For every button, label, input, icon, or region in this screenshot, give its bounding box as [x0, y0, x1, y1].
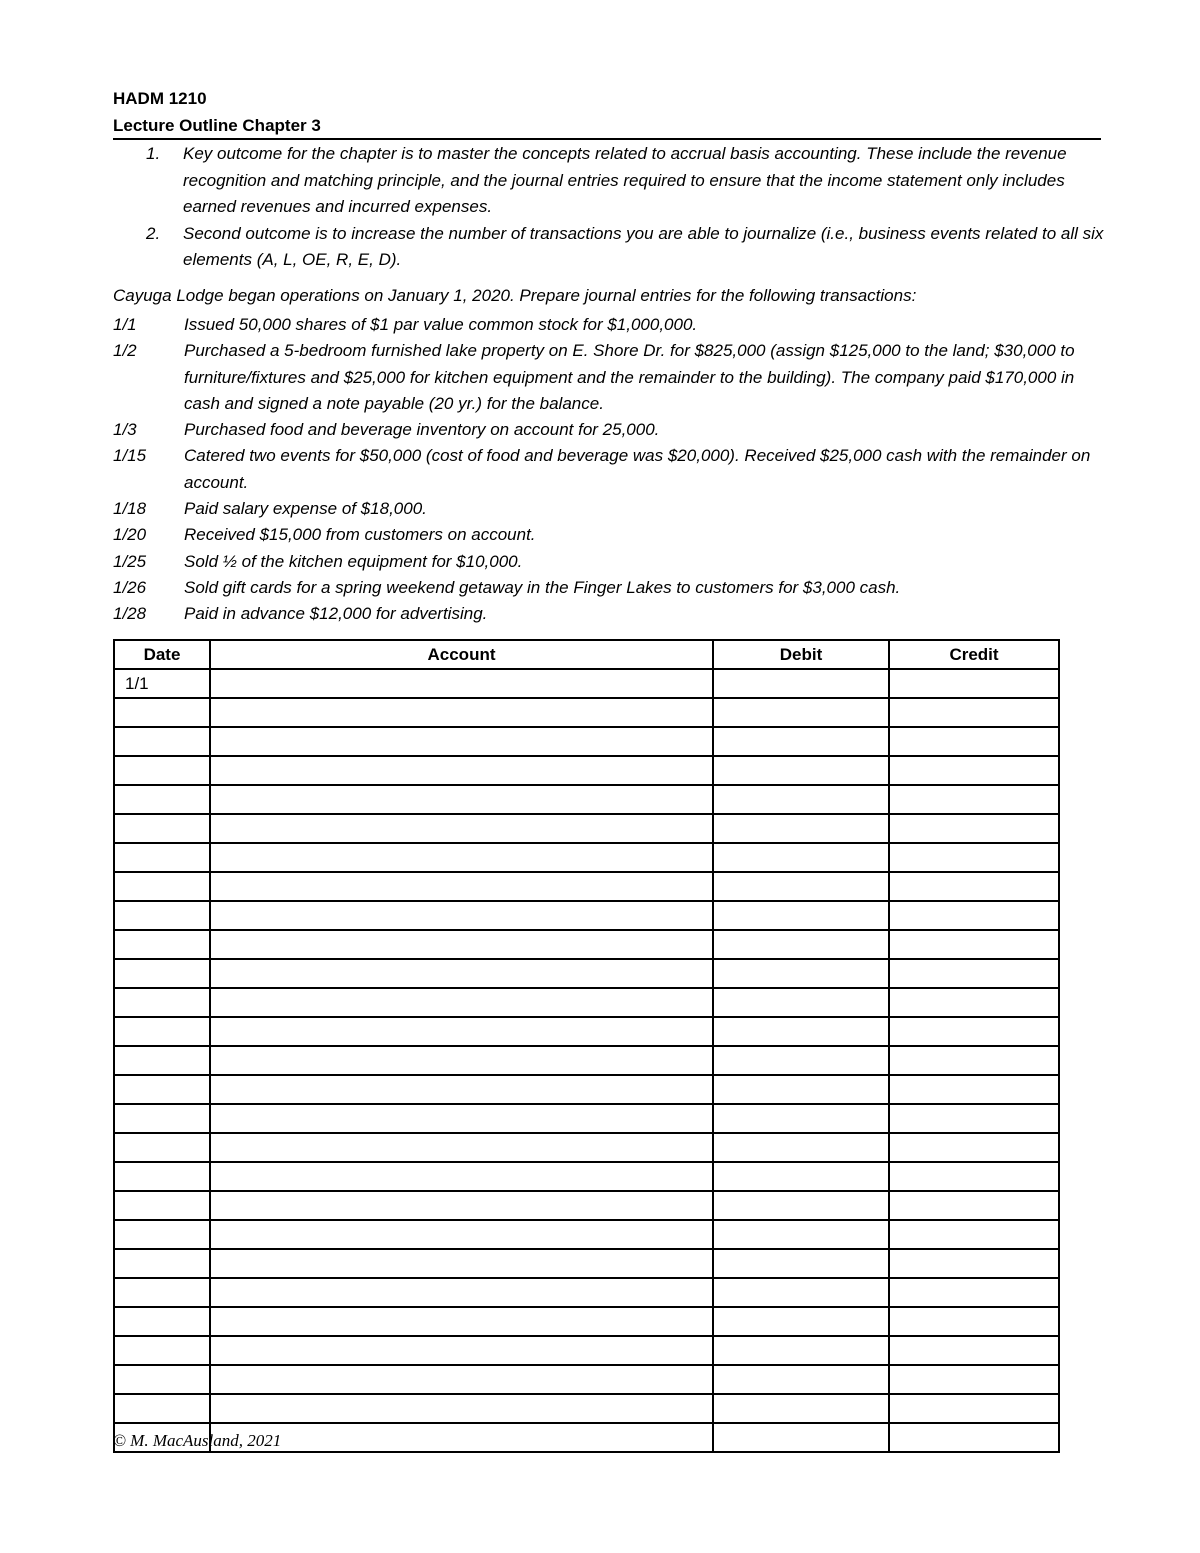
problem-intro: Cayuga Lodge began operations on January 1, 2020. Prepare journal entries for the following transactions:	[113, 286, 917, 305]
credit-cell[interactable]	[889, 1133, 1059, 1162]
account-cell[interactable]	[210, 1046, 713, 1075]
journal-row	[114, 756, 1059, 785]
account-cell[interactable]	[210, 1423, 713, 1452]
outcome-item	[140, 221, 1105, 274]
credit-cell[interactable]	[889, 1249, 1059, 1278]
transaction-text: Sold ½ of the kitchen equipment for $10,000.	[184, 551, 523, 571]
credit-cell[interactable]	[889, 1104, 1059, 1133]
debit-cell[interactable]	[713, 1336, 889, 1365]
transaction-item	[113, 338, 1103, 417]
credit-cell[interactable]	[889, 1162, 1059, 1191]
credit-cell[interactable]	[889, 756, 1059, 785]
credit-cell[interactable]	[889, 1365, 1059, 1394]
date-cell[interactable]	[114, 1278, 210, 1307]
course-code: HADM 1210	[113, 89, 207, 108]
debit-cell[interactable]	[713, 785, 889, 814]
date-cell[interactable]	[114, 959, 210, 988]
account-cell[interactable]	[210, 1220, 713, 1249]
journal-row	[114, 1191, 1059, 1220]
transaction-text: Issued 50,000 shares of $1 par value common stock for $1,000,000.	[184, 315, 698, 334]
date-cell[interactable]	[114, 1307, 210, 1336]
debit-cell[interactable]	[713, 988, 889, 1017]
account-cell[interactable]	[210, 727, 713, 756]
date-cell[interactable]	[114, 1162, 210, 1191]
account-cell[interactable]	[210, 1133, 713, 1162]
transaction-date: 1/25	[113, 551, 147, 571]
transaction-item	[113, 522, 1103, 548]
debit-cell[interactable]	[713, 959, 889, 988]
debit-cell[interactable]	[713, 1394, 889, 1423]
journal-row	[114, 901, 1059, 930]
debit-cell[interactable]	[713, 843, 889, 872]
account-cell[interactable]	[210, 698, 713, 727]
debit-cell[interactable]	[713, 669, 889, 698]
debit-cell[interactable]	[713, 901, 889, 930]
debit-cell[interactable]	[713, 1104, 889, 1133]
journal-row	[114, 1365, 1059, 1394]
date-cell[interactable]	[114, 872, 210, 901]
transaction-date: 1/15	[113, 446, 147, 466]
transaction-item	[113, 549, 1103, 575]
account-cell[interactable]	[210, 1365, 713, 1394]
debit-cell[interactable]	[713, 872, 889, 901]
transaction-item	[113, 417, 1103, 443]
journal-row	[114, 1249, 1059, 1278]
credit-cell[interactable]	[889, 727, 1059, 756]
credit-cell[interactable]	[889, 698, 1059, 727]
journal-row	[114, 1104, 1059, 1133]
journal-header-row	[114, 640, 1059, 669]
debit-cell[interactable]	[713, 814, 889, 843]
transaction-text: Purchased food and beverage inventory on account for 25,000.	[184, 420, 660, 440]
transaction-date: 1/2	[113, 341, 137, 361]
transaction-date: 1/20	[113, 525, 147, 545]
journal-row	[114, 1075, 1059, 1104]
debit-cell[interactable]	[713, 930, 889, 959]
transactions-list	[113, 312, 1103, 628]
journal-row	[114, 1133, 1059, 1162]
journal-body	[114, 669, 1059, 1452]
credit-cell[interactable]	[889, 814, 1059, 843]
debit-cell[interactable]	[713, 1133, 889, 1162]
date-cell[interactable]	[114, 727, 210, 756]
journal-row	[114, 1162, 1059, 1191]
account-cell[interactable]	[210, 1278, 713, 1307]
debit-cell[interactable]	[713, 1365, 889, 1394]
journal-row	[114, 1394, 1059, 1423]
journal-row	[114, 1278, 1059, 1307]
date-cell[interactable]	[114, 1104, 210, 1133]
journal-row	[114, 872, 1059, 901]
date-cell[interactable]	[114, 843, 210, 872]
transaction-date: 1/28	[113, 604, 147, 624]
journal-row	[114, 959, 1059, 988]
journal-row	[114, 1336, 1059, 1365]
date-cell[interactable]	[114, 1075, 210, 1104]
journal-row	[114, 669, 1059, 698]
date-cell[interactable]	[114, 1394, 210, 1423]
transaction-item	[113, 575, 1103, 601]
credit-cell[interactable]	[889, 1307, 1059, 1336]
credit-cell[interactable]	[889, 1278, 1059, 1307]
date-cell[interactable]	[114, 1336, 210, 1365]
journal-row	[114, 988, 1059, 1017]
account-cell[interactable]	[210, 669, 713, 698]
account-cell[interactable]	[210, 785, 713, 814]
account-cell[interactable]	[210, 1307, 713, 1336]
account-cell[interactable]	[210, 756, 713, 785]
credit-cell[interactable]	[889, 1220, 1059, 1249]
debit-cell[interactable]	[713, 727, 889, 756]
credit-cell[interactable]	[889, 1017, 1059, 1046]
journal-row	[114, 1017, 1059, 1046]
debit-cell[interactable]	[713, 698, 889, 727]
transaction-item	[113, 601, 1103, 627]
credit-cell[interactable]	[889, 785, 1059, 814]
date-cell[interactable]	[114, 1249, 210, 1278]
credit-cell[interactable]	[889, 1046, 1059, 1075]
date-cell[interactable]	[114, 1365, 210, 1394]
date-cell[interactable]	[114, 1046, 210, 1075]
journal-row	[114, 785, 1059, 814]
credit-cell[interactable]	[889, 901, 1059, 930]
debit-cell[interactable]	[713, 1249, 889, 1278]
debit-cell[interactable]	[713, 756, 889, 785]
account-cell[interactable]	[210, 1017, 713, 1046]
transaction-item	[113, 312, 1103, 338]
transaction-item	[113, 496, 1103, 522]
transaction-text: Received $15,000 from customers on account.	[184, 525, 536, 545]
journal-table	[113, 639, 1060, 1453]
account-cell[interactable]	[210, 843, 713, 872]
account-cell[interactable]	[210, 1336, 713, 1365]
credit-cell[interactable]	[889, 1394, 1059, 1423]
date-cell[interactable]	[114, 698, 210, 727]
debit-cell[interactable]	[713, 1278, 889, 1307]
credit-cell[interactable]	[889, 1336, 1059, 1365]
journal-row	[114, 1046, 1059, 1075]
date-cell[interactable]	[114, 1220, 210, 1249]
credit-cell[interactable]	[889, 669, 1059, 698]
page-title: Lecture Outline Chapter 3	[113, 116, 321, 135]
debit-cell[interactable]	[713, 1017, 889, 1046]
journal-row	[114, 814, 1059, 843]
transaction-item	[113, 443, 1103, 496]
transaction-date: 1/3	[113, 420, 137, 440]
account-cell[interactable]	[210, 1162, 713, 1191]
date-cell[interactable]	[114, 814, 210, 843]
journal-row	[114, 1307, 1059, 1336]
debit-cell[interactable]	[713, 1046, 889, 1075]
account-cell[interactable]	[210, 1191, 713, 1220]
credit-cell[interactable]	[889, 1191, 1059, 1220]
date-cell[interactable]	[114, 1133, 210, 1162]
account-cell[interactable]	[210, 1075, 713, 1104]
transaction-text: Sold gift cards for a spring weekend getaway in the Finger Lakes to customers for $3,000 cash.	[184, 577, 901, 597]
date-cell[interactable]	[114, 756, 210, 785]
debit-cell[interactable]	[713, 1423, 889, 1452]
account-cell[interactable]	[210, 988, 713, 1017]
account-cell[interactable]	[210, 814, 713, 843]
outcome-text: Second outcome is to increase the number of transactions you are able to journalize (i.e., business events related to all six elements (A, L, OE, R, E, D).	[183, 223, 1104, 269]
account-cell[interactable]	[210, 1104, 713, 1133]
credit-cell[interactable]	[889, 872, 1059, 901]
date-cell[interactable]	[114, 1191, 210, 1220]
date-cell[interactable]	[114, 785, 210, 814]
debit-column-header: Debit	[713, 640, 889, 669]
date-cell[interactable]	[114, 988, 210, 1017]
journal-row	[114, 930, 1059, 959]
account-cell[interactable]	[210, 930, 713, 959]
debit-cell[interactable]	[713, 1220, 889, 1249]
debit-cell[interactable]	[713, 1075, 889, 1104]
transaction-text: Catered two events for $50,000 (cost of food and beverage was $20,000). Received $25,000 cash with the remainder on account.	[184, 446, 1091, 492]
outcome-number: 2.	[146, 223, 161, 243]
date-column-header: Date	[114, 640, 210, 669]
account-column-header: Account	[210, 640, 713, 669]
transaction-date: 1/26	[113, 577, 147, 597]
outcome-item	[140, 141, 1105, 221]
copyright-footer: © M. MacAusland, 2021	[113, 1431, 282, 1450]
account-cell[interactable]	[210, 901, 713, 930]
outcome-number: 1.	[146, 144, 161, 163]
transaction-date: 1/18	[113, 499, 147, 519]
transaction-text: Paid salary expense of $18,000.	[184, 499, 427, 519]
transaction-date: 1/1	[113, 315, 137, 334]
credit-cell[interactable]	[889, 1075, 1059, 1104]
credit-cell[interactable]	[889, 988, 1059, 1017]
title-underline	[113, 138, 1101, 140]
debit-cell[interactable]	[713, 1162, 889, 1191]
date-cell[interactable]: 1/1	[114, 669, 210, 698]
credit-cell[interactable]	[889, 1423, 1059, 1452]
debit-cell[interactable]	[713, 1191, 889, 1220]
journal-row	[114, 727, 1059, 756]
credit-cell[interactable]	[889, 959, 1059, 988]
account-cell[interactable]	[210, 1249, 713, 1278]
journal-row	[114, 1220, 1059, 1249]
transaction-text: Purchased a 5-bedroom furnished lake property on E. Shore Dr. for $825,000 (assign $125,000 to the land; $30,000 to furniture/fixtures and $25,000 for kitchen equipment and the remainder to the building). The company paid $170,000 in cash and signed a note payable (20 yr.) for the balance.	[184, 341, 1075, 413]
debit-cell[interactable]	[713, 1307, 889, 1336]
date-cell[interactable]	[114, 1017, 210, 1046]
account-cell[interactable]	[210, 872, 713, 901]
account-cell[interactable]	[210, 1394, 713, 1423]
journal-row	[114, 698, 1059, 727]
date-cell[interactable]	[114, 930, 210, 959]
credit-cell[interactable]	[889, 843, 1059, 872]
outcome-text: Key outcome for the chapter is to master the concepts related to accrual basis accounting. These include the revenue recognition and matching principle, and the journal entries required to ensure that the income statement only includes earned revenues and incurred expenses.	[183, 144, 1067, 216]
credit-cell[interactable]	[889, 930, 1059, 959]
transaction-text: Paid in advance $12,000 for advertising.	[184, 604, 488, 624]
account-cell[interactable]	[210, 959, 713, 988]
outcomes-list	[140, 141, 1105, 274]
credit-column-header: Credit	[889, 640, 1059, 669]
journal-row	[114, 843, 1059, 872]
date-cell[interactable]	[114, 901, 210, 930]
